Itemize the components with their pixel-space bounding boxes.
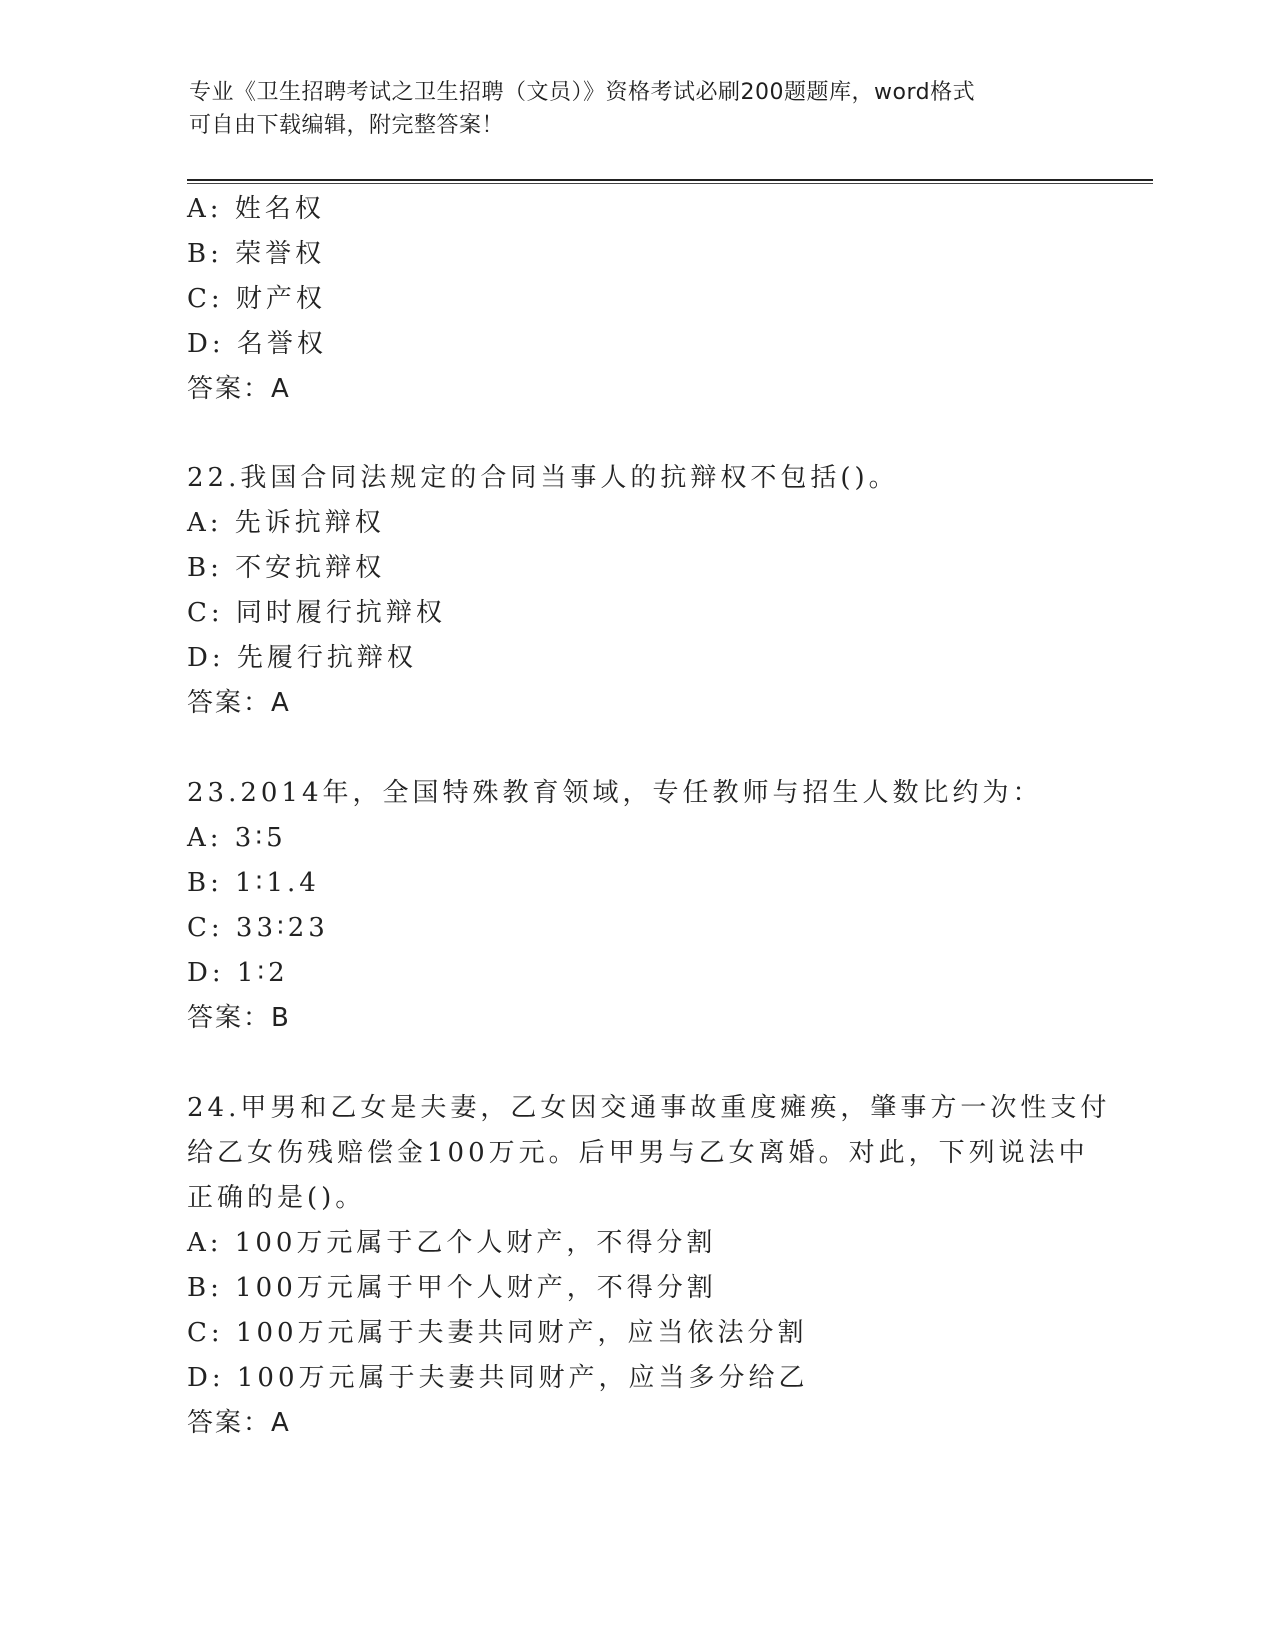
q24-option-c: C: 100万元属于夫妻共同财产，应当依法分割 <box>187 1318 808 1348</box>
q24-option-b: B: 100万元属于甲个人财产，不得分割 <box>187 1273 717 1303</box>
q23-option-d: D: 1∶2 <box>187 958 289 988</box>
header-divider-thin <box>187 183 1153 184</box>
q22-option-d: D: 先履行抗辩权 <box>187 643 417 673</box>
q22-option-b: B: 不安抗辩权 <box>187 553 386 583</box>
header-line-1: 专业《卫生招聘考试之卫生招聘（文员）》资格考试必刷200题题库，word格式 <box>189 80 976 105</box>
q22-option-c: C: 同时履行抗辩权 <box>187 598 446 628</box>
q24-option-d: D: 100万元属于夫妻共同财产，应当多分给乙 <box>187 1363 809 1393</box>
q24-question-line-2: 给乙女伤残赔偿金100万元。后甲男与乙女离婚。对此，下列说法中 <box>187 1138 1089 1168</box>
q24-question-line-1: 24.甲男和乙女是夫妻，乙女因交通事故重度瘫痪，肇事方一次性支付 <box>187 1093 1111 1123</box>
q23-option-b: B: 1∶1.4 <box>187 868 320 898</box>
q22-question: 22.我国合同法规定的合同当事人的抗辩权不包括()。 <box>187 463 899 493</box>
document-header <box>189 76 1089 142</box>
q23-question: 23.2014年，全国特殊教育领域，专任教师与招生人数比约为： <box>187 778 1043 808</box>
q23-option-c: C: 33∶23 <box>187 913 329 943</box>
q21-option-a: A: 姓名权 <box>187 194 325 224</box>
header-line-2: 可自由下载编辑，附完整答案！ <box>189 113 505 138</box>
q24-option-a: A: 100万元属于乙个人财产，不得分割 <box>187 1228 717 1258</box>
q21-option-c: C: 财产权 <box>187 284 326 314</box>
q23-answer: 答案：B <box>187 1003 291 1033</box>
q23-option-a: A: 3∶5 <box>187 823 287 853</box>
q21-option-b: B: 荣誉权 <box>187 239 326 269</box>
q22-answer: 答案：A <box>187 688 291 718</box>
q21-option-d: D: 名誉权 <box>187 329 327 359</box>
q22-option-a: A: 先诉抗辩权 <box>187 508 385 538</box>
header-divider <box>187 179 1153 181</box>
q21-answer: 答案：A <box>187 374 291 404</box>
q24-answer: 答案：A <box>187 1408 291 1438</box>
q24-question-line-3: 正确的是()。 <box>187 1183 366 1213</box>
